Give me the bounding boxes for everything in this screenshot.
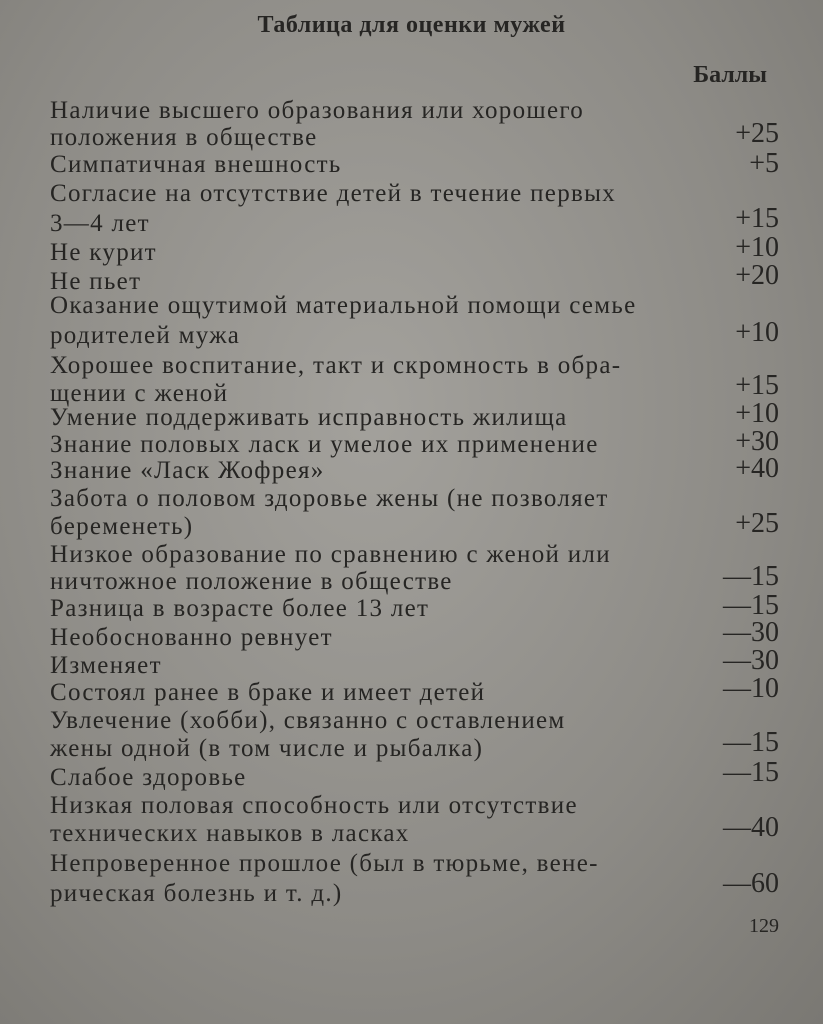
row-text-line: Знание «Ласк Жофрея» bbox=[50, 457, 325, 484]
row-text-line: ничтожное положение в обществе bbox=[50, 568, 453, 595]
row-text-line: Низкое образование по сравнению с женой или bbox=[50, 541, 611, 568]
score-value: +25 bbox=[735, 508, 779, 539]
row-text-line: технических навыков в ласках bbox=[50, 820, 410, 847]
row-text-line: Не курит bbox=[50, 239, 157, 266]
score-value: —15 bbox=[723, 727, 779, 758]
score-value: +15 bbox=[735, 370, 779, 401]
score-value: +25 bbox=[735, 118, 779, 149]
score-value: —15 bbox=[723, 590, 779, 621]
row-text-line: рическая болезнь и т. д.) bbox=[50, 880, 343, 907]
row-text-line: беременеть) bbox=[50, 513, 194, 540]
score-value: —10 bbox=[723, 673, 779, 704]
score-value: +10 bbox=[735, 398, 779, 429]
row-text-line: Изменяет bbox=[50, 652, 162, 679]
row-text-line: щении с женой bbox=[50, 380, 229, 407]
score-value: —15 bbox=[723, 561, 779, 592]
row-text-line: Забота о половом здоровье жены (не позволяет bbox=[50, 485, 609, 512]
row-text-line: Слабое здоровье bbox=[50, 764, 247, 791]
row-text-line: родителей мужа bbox=[50, 322, 241, 349]
row-text-line: Симпатичная внешность bbox=[50, 151, 342, 178]
score-value: +5 bbox=[749, 148, 779, 179]
score-value: +40 bbox=[735, 453, 779, 484]
score-value: —30 bbox=[723, 645, 779, 676]
score-value: +30 bbox=[735, 426, 779, 457]
page-number: 129 bbox=[749, 915, 779, 937]
row-text-line: Низкая половая способность или отсутствие bbox=[50, 792, 578, 819]
table-title: Таблица для оценки мужей bbox=[257, 12, 566, 38]
score-value: +20 bbox=[735, 260, 779, 291]
row-text-line: Согласие на отсутствие детей в течение первых bbox=[50, 180, 616, 207]
score-value: +10 bbox=[735, 232, 779, 263]
row-text-line: Необоснованно ревнует bbox=[50, 624, 333, 651]
row-text-line: жены одной (в том числе и рыбалка) bbox=[50, 735, 484, 762]
row-text-line: Непроверенное прошлое (был в тюрьме, вене- bbox=[50, 850, 599, 877]
row-text-line: Увлечение (хобби), связанно с оставлением bbox=[50, 707, 566, 734]
row-text-line: Состоял ранее в браке и имеет детей bbox=[50, 679, 486, 706]
row-text-line: 3—4 лет bbox=[50, 210, 150, 237]
row-text-line: Хорошее воспитание, такт и скромность в обра- bbox=[50, 352, 622, 379]
row-text-line: Оказание ощутимой материальной помощи семье bbox=[50, 292, 637, 319]
row-text-line: Умение поддерживать исправность жилища bbox=[50, 404, 568, 431]
score-column-header: Баллы bbox=[693, 62, 767, 88]
score-value: —60 bbox=[723, 868, 779, 899]
score-value: —30 bbox=[723, 617, 779, 648]
row-text-line: Наличие высшего образования или хорошего bbox=[50, 97, 585, 124]
row-text-line: Разница в возрасте более 13 лет bbox=[50, 595, 430, 622]
score-value: +15 bbox=[735, 203, 779, 234]
score-value: +10 bbox=[735, 317, 779, 348]
row-text-line: Знание половых ласк и умелое их применение bbox=[50, 431, 599, 458]
row-text-line: положения в обществе bbox=[50, 124, 318, 151]
score-value: —40 bbox=[723, 812, 779, 843]
row-text-line: Не пьет bbox=[50, 268, 142, 295]
score-value: —15 bbox=[723, 757, 779, 788]
